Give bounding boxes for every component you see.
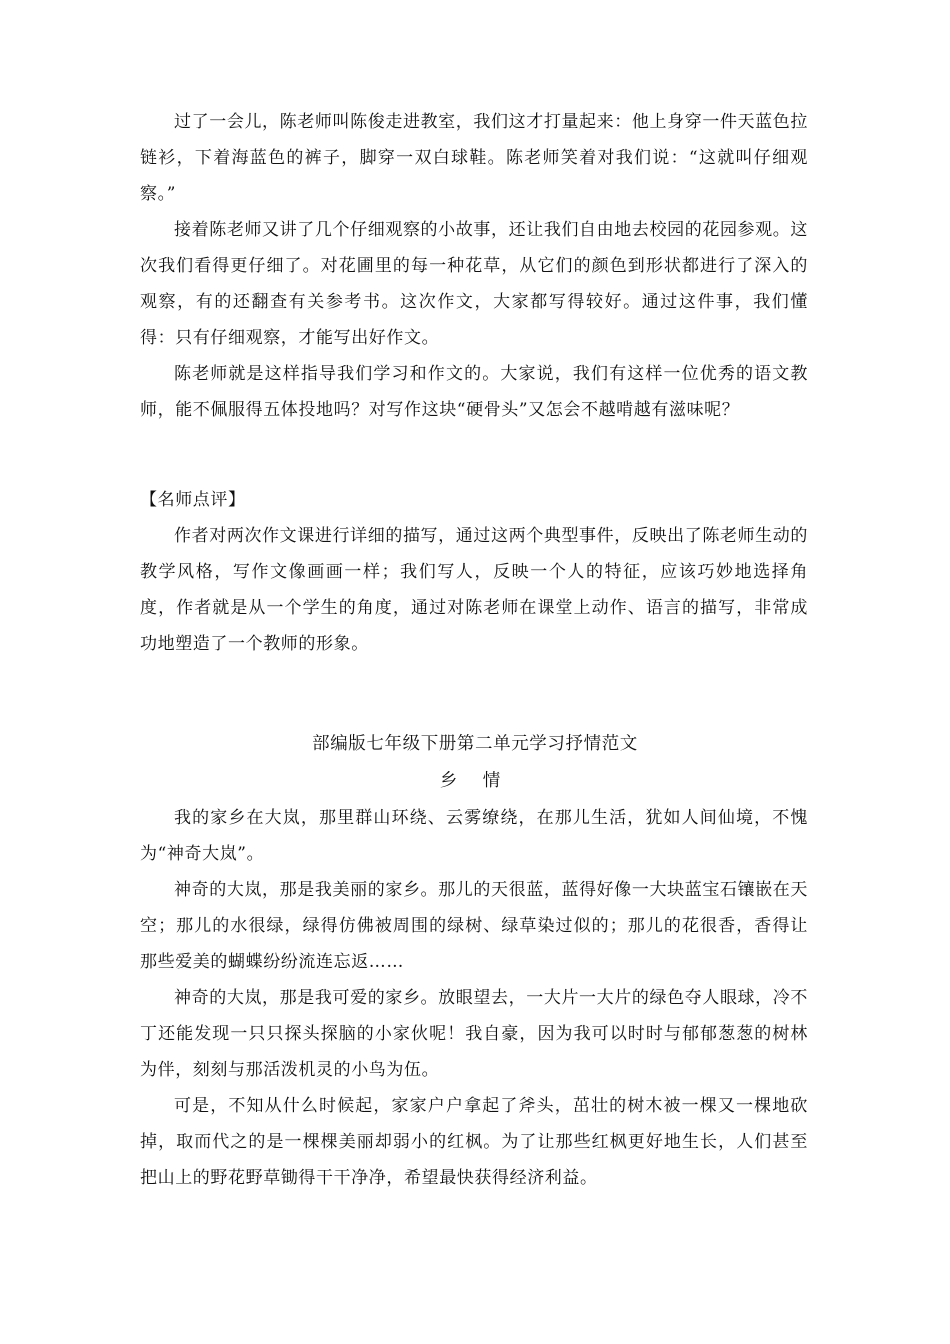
essay1-paragraph: 过了一会儿，陈老师叫陈俊走进教室，我们这才打量起来：他上身穿一件天蓝色拉链衫，下着海蓝色的裤子，脚穿一双白球鞋。陈老师笑着对我们说：“这就叫仔细观察。” [140, 112, 808, 204]
essay-title: 乡 情 [439, 771, 511, 791]
essay1-paragraph: 接着陈老师又讲了几个仔细观察的小故事，还让我们自由地去校园的花园参观。这次我们看得更仔细了。对花圃里的每一种花草，从它们的颜色到形状都进行了深入的观察，有的还翻查有关参考书。这次作文，大家都写得较好。通过这件事，我们懂得：只有仔细观察，才能写出好作文。 [140, 220, 808, 348]
essay2-paragraph: 神奇的大岚，那是我可爱的家乡。放眼望去，一大片一大片的绿色夺人眼球，冷不丁还能发现一只只探头探脑的小家伙呢！我自豪，因为我可以时时与郁郁葱葱的树林为伴，刻刻与那活泼机灵的小鸟为伍。 [140, 988, 808, 1080]
essay2-paragraph: 我的家乡在大岚，那里群山环绕、云雾缭绕，在那儿生活，犹如人间仙境，不愧为“神奇大岚”。 [140, 808, 808, 864]
essay2-paragraph: 可是，不知从什么时候起，家家户户拿起了斧头，茁壮的树木被一棵又一棵地砍掉，取而代之的是一棵棵美丽却弱小的红枫。为了让那些红枫更好地生长，人们甚至把山上的野花野草锄得干干净净，希望最快获得经济利益。 [140, 1096, 808, 1188]
comment-heading: 【名师点评】 [140, 490, 246, 510]
essay1-paragraph: 陈老师就是这样指导我们学习和作文的。大家说，我们有这样一位优秀的语文教师，能不佩服得五体投地吗？对写作这块“硬骨头”又怎会不越啃越有滋味呢？ [140, 364, 808, 420]
comment-body [140, 518, 808, 662]
essay2-paragraph: 神奇的大岚，那是我美丽的家乡。那儿的天很蓝，蓝得好像一大块蓝宝石镶嵌在天空；那儿的水很绿，绿得仿佛被周围的绿树、绿草染过似的；那儿的花很香，香得让那些爱美的蝴蝶纷纷流连忘返…… [140, 880, 808, 972]
essay1-body [140, 104, 808, 428]
essay2-body [140, 800, 808, 1196]
series-title: 部编版七年级下册第二单元学习抒情范文 [312, 734, 638, 754]
comment-paragraph: 作者对两次作文课进行详细的描写，通过这两个典型事件，反映出了陈老师生动的教学风格，写作文像画画一样；我们写人，反映一个人的特征，应该巧妙地选择角度，作者就是从一个学生的角度，通过对陈老师在课堂上动作、语言的描写，非常成功地塑造了一个教师的形象。 [140, 526, 808, 654]
